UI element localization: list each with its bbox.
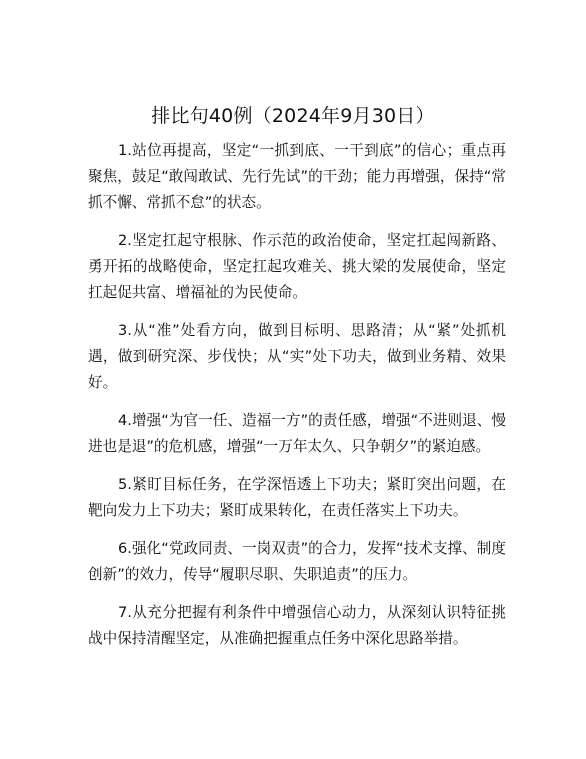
- paragraph-3: 3.从“准”处看方向，做到目标明、思路清；从“紧”处抓机遇，做到研究深、步伐快；从“实”处下功夫，做到业务精、效果好。: [88, 322, 506, 391]
- paragraph-6: 6.强化“党政同责、一岗双责”的合力，发挥“技术支撑、制度创新”的效力，传导“履职尽职、失职追责”的压力。: [88, 540, 506, 583]
- paragraph-1: 1.站位再提高，坚定“一抓到底、一干到底”的信心；重点再聚焦，鼓足“敢闯敢试、先行先试”的干劲；能力再增强，保持“常抓不懈、常抓不怠”的状态。: [88, 142, 506, 211]
- paragraph-5: 5.紧盯目标任务，在学深悟透上下功夫；紧盯突出问题，在靶向发力上下功夫；紧盯成果转化，在责任落实上下功夫。: [88, 476, 506, 519]
- document-title: 排比句40例（2024年9月30日）: [151, 105, 435, 127]
- paragraph-2: 2.坚定扛起守根脉、作示范的政治使命，坚定扛起闯新路、勇开拓的战略使命，坚定扛起攻难关、挑大梁的发展使命，坚定扛起促共富、增福祉的为民使命。: [88, 232, 506, 301]
- document-body: [88, 138, 506, 664]
- paragraph-7: 7.从充分把握有利条件中增强信心动力，从深刻认识特征挑战中保持清醒坚定，从准确把握重点任务中深化思路举措。: [88, 604, 506, 647]
- paragraph-4: 4.增强“为官一任、造福一方”的责任感，增强“不进则退、慢进也是退”的危机感，增强“一万年太久、只争朝夕”的紧迫感。: [88, 412, 506, 455]
